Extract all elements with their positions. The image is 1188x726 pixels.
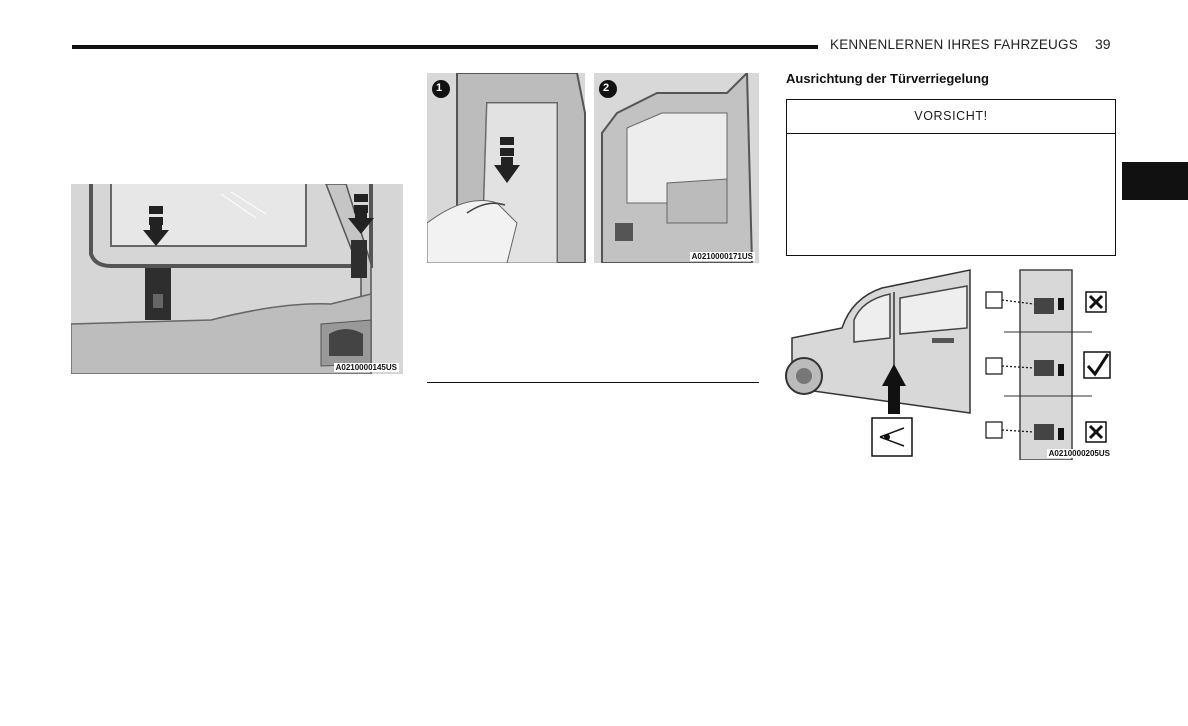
column-rule: [427, 382, 759, 383]
check-mark-icon: [1084, 352, 1110, 378]
section-heading: Ausrichtung der Türverriegelung: [786, 71, 989, 86]
callout-number-2: 2: [603, 82, 610, 94]
header-rule: [72, 45, 818, 49]
figure-code: A0210000145US: [335, 363, 397, 372]
caution-box: [786, 99, 1116, 256]
figure-latch-alignment: [782, 268, 1116, 460]
eye-symbol-icon: [986, 292, 1002, 308]
x-mark-icon: [1086, 292, 1106, 312]
figure-door-frame-steps: [427, 73, 759, 263]
chapter-thumb-tab: [1122, 162, 1188, 200]
callout-number-1: 1: [436, 82, 443, 94]
figure-door-frame-removal: [71, 184, 403, 374]
caution-label: VORSICHT!: [787, 100, 1115, 134]
eye-symbol-icon: [872, 418, 912, 456]
page-number: 39: [1095, 36, 1111, 52]
x-mark-icon: [1086, 422, 1106, 442]
eye-symbol-icon: [986, 422, 1002, 438]
figure-code: A0210000205US: [1048, 449, 1110, 458]
eye-symbol-icon: [986, 358, 1002, 374]
figure-code: A0210000171US: [691, 252, 753, 261]
running-header-title: KENNENLERNEN IHRES FAHRZEUGS: [830, 37, 1078, 52]
